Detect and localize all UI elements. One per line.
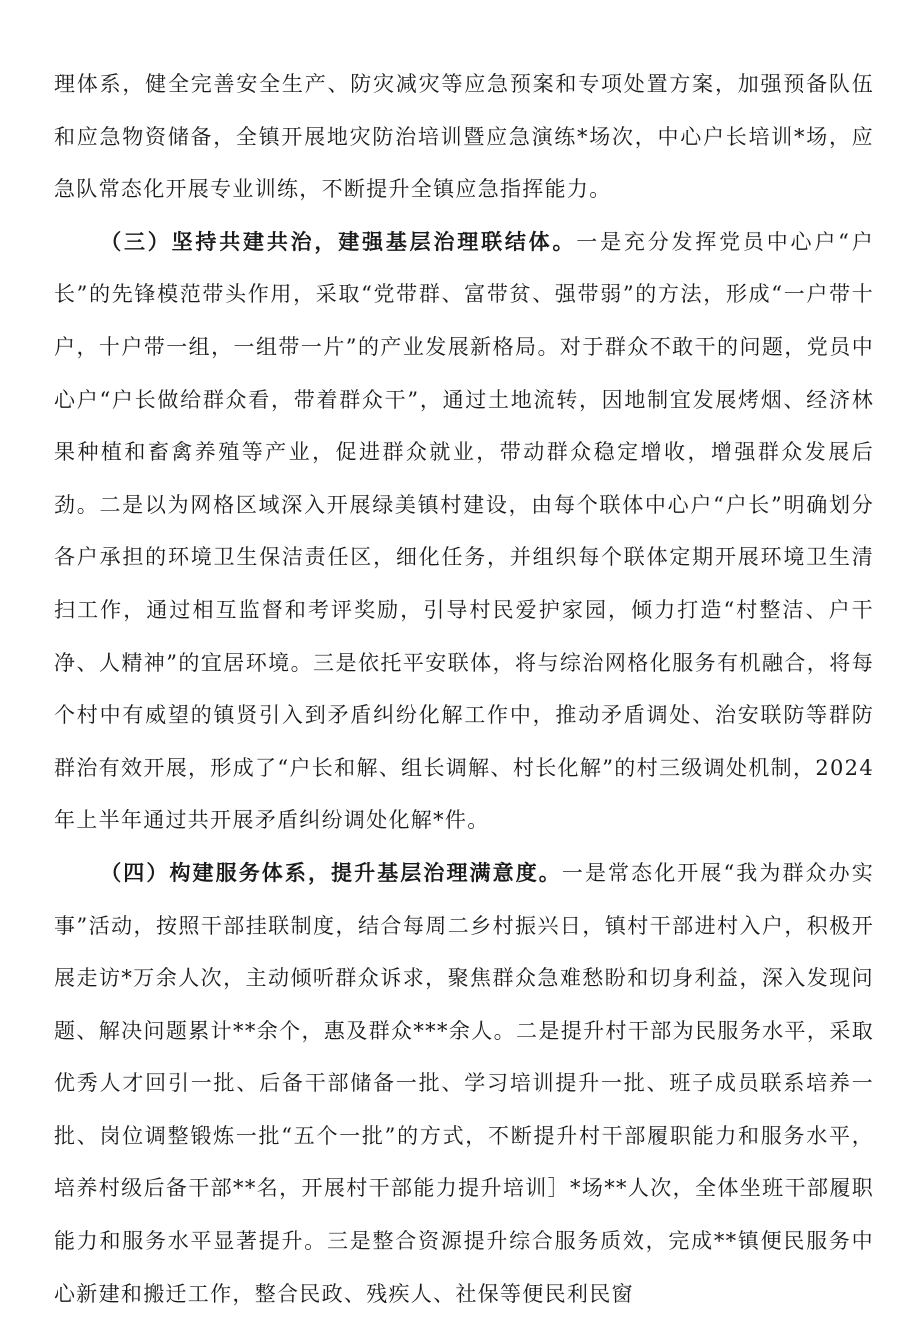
section-heading-3: （三）坚持共建共治，建强基层治理联结体。: [100, 229, 577, 254]
paragraph-3-text: 一是常态化开展“我为群众办实事”活动，按照干部挂联制度，结合每周二乡村振兴日，镇村干部进村入户，积极开展走访*万余人次，主动倾听群众诉求，聚焦群众急难愁盼和切身利益，深入发现问题、解决问题累计**余个，惠及群众***余人。二是提升村干部为民服务水平，采取优秀人才回引一批、后备干部储备一批、学习培训提升一批、班子成员联系培养一批、岗位调整锻炼一批“五个一批”的方式，不断提升村干部履职能力和服务水平，培养村级后备干部**名，开展村干部能力提升培训］*场**人次，全体坐班干部履职能力和服务水平显著提升。三是整合资源提升综合服务质效，完成**镇便民服务中心新建和搬迁工作，整合民政、残疾人、社保等便民利民窗: [54, 860, 875, 1306]
paragraph-2: [54, 216, 874, 847]
section-heading-4: （四）构建服务体系，提升基层治理满意度。: [100, 860, 562, 885]
paragraph-1: [54, 58, 874, 216]
paragraph-1-text: 理体系，健全完善安全生产、防灾减灾等应急预案和专项处置方案，加强预备队伍和应急物资储备，全镇开展地灾防治培训暨应急演练*场次，中心户长培训*场，应急队常态化开展专业训练，不断提升全镇应急指挥能力。: [54, 72, 874, 202]
paragraph-3: [54, 847, 874, 1320]
paragraph-2-text: 一是充分发挥党员中心户“户长”的先锋模范带头作用，采取“党带群、富带贫、强带弱”的方法，形成“一户带十户，十户带一组，一组带一片”的产业发展新格局。对于群众不敢干的问题，党员中心户“户长做给群众看，带着群众干”，通过土地流转，因地制宜发展烤烟、经济林果种植和畜禽养殖等产业，促进群众就业，带动群众稳定增收，增强群众发展后劲。二是以为网格区域深入开展绿美镇村建设，由每个联体中心户“户长”明确划分各户承担的环境卫生保洁责任区，细化任务，并组织每个联体定期开展环境卫生清扫工作，通过相互监督和考评奖励，引导村民爱护家园，倾力打造“村整洁、户干净、人精神”的宜居环境。三是依托平安联体，将与综治网格化服务有机融合，将每个村中有威望的镇贤引入到矛盾纠纷化解工作中，推动矛盾调处、治安联防等群防群治有效开展，形成了“户长和解、组长调解、村长化解”的村三级调处机制，2024年上半年通过共开展矛盾纠纷调处化解*件。: [54, 229, 874, 833]
